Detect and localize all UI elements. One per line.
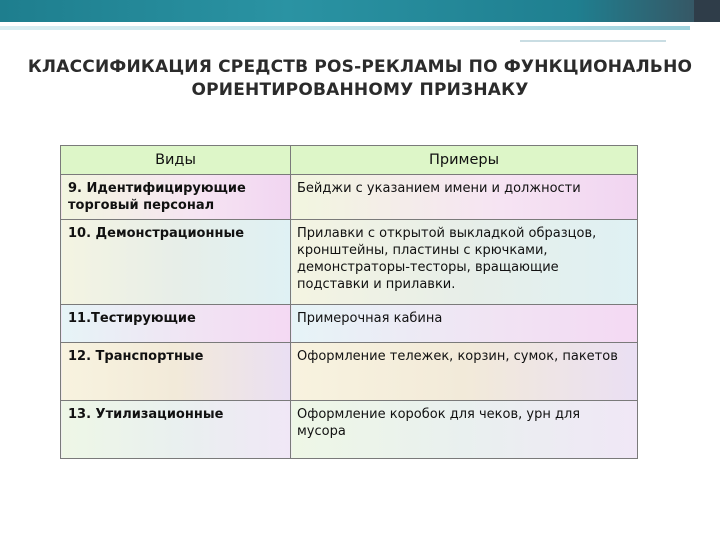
cell-examples: Прилавки с открытой выкладкой образцов, кронштейны, пластины с крючками, демонстраторы-тесторы, вращающие подставки и прилавки. (291, 220, 638, 305)
slide-title-line-2: ОРИЕНТИРОВАННОМУ ПРИЗНАКУ (191, 80, 529, 100)
decor-line (0, 26, 690, 30)
cell-type: 13. Утилизационные (61, 401, 291, 459)
table-row (61, 401, 638, 459)
classification-table (60, 145, 638, 459)
cell-examples: Оформление коробок для чеков, урн для мусора (291, 401, 638, 459)
table-row (61, 343, 638, 401)
table-header-row (61, 146, 638, 175)
cell-examples: Оформление тележек, корзин, сумок, пакетов (291, 343, 638, 401)
cell-type: 9. Идентифицирующие торговый персонал (61, 175, 291, 220)
decor-line-short (520, 40, 666, 42)
table-row (61, 220, 638, 305)
header-types: Виды (61, 146, 291, 175)
cell-examples: Примерочная кабина (291, 305, 638, 343)
table-row (61, 175, 638, 220)
cell-type: 12. Транспортные (61, 343, 291, 401)
slide-title (20, 56, 700, 102)
cell-type: 10. Демонстрационные (61, 220, 291, 305)
cell-type: 11.Тестирующие (61, 305, 291, 343)
top-decor-band (0, 0, 720, 22)
slide-title-line-1: КЛАССИФИКАЦИЯ СРЕДСТВ POS-РЕКЛАМЫ ПО ФУНКЦИОНАЛЬНО (27, 57, 693, 77)
top-decor-tab (694, 0, 720, 22)
cell-examples: Бейджи с указанием имени и должности (291, 175, 638, 220)
header-examples: Примеры (291, 146, 638, 175)
table-row (61, 305, 638, 343)
